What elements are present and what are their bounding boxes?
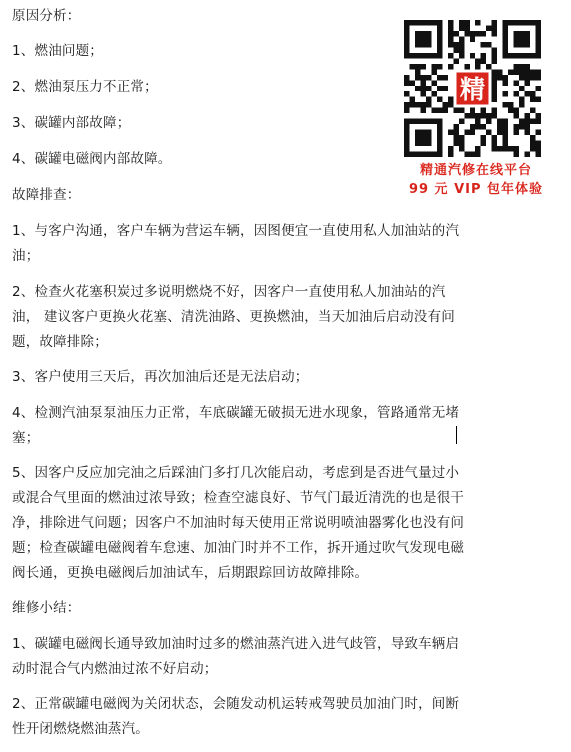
text-line: 动时混合气内燃油过浓不好启动； xyxy=(12,661,218,677)
text-line: 油， 建议客户更换火花塞、清洗油路、更换燃油，当天加油后启动没有问 xyxy=(12,309,455,325)
promo-line-1: 精通汽修在线平台 xyxy=(419,163,532,178)
text-line: 维修小结： xyxy=(12,600,81,616)
text-line: 5、因客户反应加完油之后踩油门多打几次能启动，考虑到是否进气量过小 xyxy=(12,465,460,481)
qr-center-char: 精 xyxy=(459,74,486,104)
text-line: 原因分析： xyxy=(12,8,81,24)
text-line: 油； xyxy=(12,248,40,264)
text-line: 题，故障排除； xyxy=(12,334,108,350)
qr-code-image[interactable] xyxy=(404,20,541,157)
text-cursor xyxy=(456,426,457,444)
text-line: 阀长通，更换电磁阀后加油试车，后期跟踪回访故障排除。 xyxy=(12,565,369,581)
text-line: 2、燃油泵压力不正常； xyxy=(12,79,158,95)
text-line: 4、检测汽油泵泵油压力正常，车底碳罐无破损无进水现象，管路通常无堵 xyxy=(12,405,460,421)
qr-center-logo xyxy=(453,69,491,107)
text-line: 3、客户使用三天后，再次加油后还是无法启动； xyxy=(12,369,309,385)
text-line: 3、碳罐内部故障； xyxy=(12,115,131,131)
text-line: 塞； xyxy=(12,430,40,446)
text-line: 2、检查火花塞积炭过多说明燃烧不好，因客户一直使用私人加油站的汽 xyxy=(12,284,446,300)
text-line: 或混合气里面的燃油过浓导致；检查空滤良好、节气门最近清洗的也是很干 xyxy=(12,490,465,506)
text-line: 1、燃油问题； xyxy=(12,43,103,59)
text-line: 1、与客户沟通，客户车辆为营运车辆，因图便宜一直使用私人加油站的汽 xyxy=(12,223,460,239)
text-line: 净，排除进气问题；因客户不加油时每天使用正常说明喷油器雾化也没有问 xyxy=(12,515,465,531)
promo-line-2: 99 元 VIP 包年体验 xyxy=(408,182,544,197)
text-line: 4、碳罐电磁阀内部故障。 xyxy=(12,151,172,167)
text-line: 题；检查碳罐电磁阀着车怠速、加油门时并不工作，拆开通过吹气发现电磁 xyxy=(12,540,465,556)
text-line: 1、碳罐电磁阀长通导致加油时过多的燃油蒸汽进入进气歧管，导致车辆启 xyxy=(12,636,460,652)
text-line: 故障排查： xyxy=(12,187,81,203)
text-line: 2、正常碳罐电磁阀为关闭状态，会随发动机运转戒驾驶员加油门时，间断 xyxy=(12,696,460,712)
text-line: 性开闭燃烧燃油蒸汽。 xyxy=(12,721,149,737)
